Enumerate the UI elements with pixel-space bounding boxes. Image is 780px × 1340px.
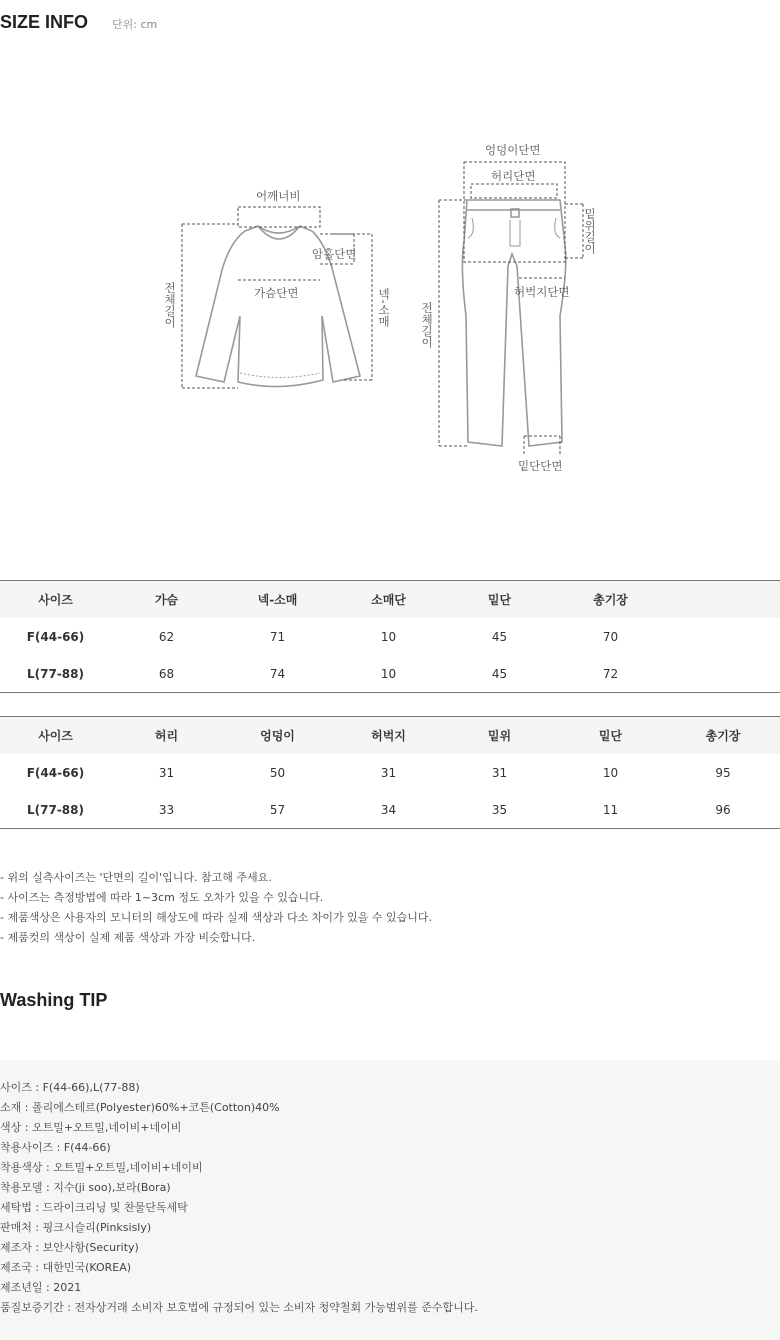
table-cell: 68 — [158, 666, 175, 681]
table-cell: 10 — [380, 629, 397, 644]
header-cell: 총기장 — [705, 729, 741, 743]
info-row: 제조국 : 대한민국(KOREA) — [0, 1261, 132, 1274]
table-cell: 50 — [269, 765, 286, 780]
header-cell: 총기장 — [593, 593, 628, 607]
pants-fly — [510, 220, 520, 246]
label-bottom-total-length: 전체길이 — [420, 302, 434, 348]
pants-outline — [462, 200, 565, 446]
table-cell: 57 — [269, 802, 286, 817]
top-hem-stitch — [240, 373, 320, 378]
label-chest: 가슴단면 — [254, 286, 299, 300]
table-cell: 45 — [491, 629, 508, 644]
header-cell — [666, 581, 780, 619]
info-row: 사이즈 : F(44-66),L(77-88) — [0, 1081, 140, 1094]
top-size-table — [0, 580, 780, 693]
product-info-list — [0, 1078, 478, 1318]
note-line: - 사이즈는 측정방법에 따라 1~3cm 정도 오차가 있을 수 있습니다. — [0, 891, 324, 904]
table-cell: 96 — [715, 802, 731, 817]
header-cell: 밑단 — [598, 729, 623, 743]
size-notes — [0, 868, 432, 948]
table-cell: 74 — [269, 666, 286, 681]
table-cell: 72 — [602, 666, 619, 681]
table-row — [0, 754, 780, 791]
label-shoulder: 어깨너비 — [256, 189, 301, 203]
header-cell: 허리 — [154, 729, 179, 743]
label-hem: 밑단단면 — [518, 459, 563, 473]
size-diagram — [0, 130, 780, 490]
table-cell: 31 — [491, 765, 508, 780]
table-cell: 71 — [269, 629, 286, 644]
info-row: 소재 : 폴리에스테르(Polyester)60%+코튼(Cotton)40% — [0, 1101, 280, 1114]
table-cell: L(77-88) — [27, 802, 84, 817]
table-row — [0, 655, 780, 693]
header-cell: 밑위 — [487, 729, 512, 743]
note-line: - 제품컷의 색상이 실제 제품 색상과 가장 비슷합니다. — [0, 931, 256, 944]
header-cell: 사이즈 — [38, 593, 73, 607]
table-cell: 45 — [491, 666, 508, 681]
label-thigh: 허벅지단면 — [514, 285, 570, 299]
label-armhole: 암홀단면 — [312, 247, 357, 261]
info-row: 색상 : 오트밀+오트밀,네이비+네이비 — [0, 1121, 182, 1134]
header-cell: 사이즈 — [38, 729, 73, 743]
table-cell: 31 — [380, 765, 397, 780]
table-cell: 70 — [602, 629, 619, 644]
header-cell: 밑단 — [487, 593, 512, 607]
info-row: 착용모델 : 지수(ji soo),보라(Bora) — [0, 1181, 171, 1194]
size-unit-label: 단위: cm — [112, 18, 158, 31]
note-line: - 제품색상은 사용자의 모니터의 해상도에 따라 실제 색상과 다소 차이가 있을 수 있습니다. — [0, 911, 432, 924]
table-cell: F(44-66) — [26, 765, 85, 780]
info-row: 품질보증기간 : 전자상거래 소비자 보호법에 규정되어 있는 소비자 청약철회 가능범위를 준수합니다. — [0, 1301, 478, 1314]
table-row — [0, 618, 780, 655]
size-info-header — [0, 12, 157, 33]
info-row: 제조년일 : 2021 — [0, 1281, 82, 1294]
info-row: 착용색상 : 오트밀+오트밀,네이비+네이비 — [0, 1161, 203, 1174]
note-line: - 위의 실측사이즈는 '단면의 길이'입니다. 참고해 주세요. — [0, 871, 272, 884]
info-row: 제조자 : 보안사항(Security) — [0, 1241, 139, 1254]
header-cell: 엉덩이 — [260, 729, 295, 743]
table-cell — [666, 618, 780, 655]
table-cell: 62 — [158, 629, 175, 644]
table-cell: 95 — [715, 765, 731, 780]
label-waist: 허리단면 — [491, 169, 536, 183]
table-cell: F(44-66) — [26, 629, 85, 644]
table-cell: 33 — [158, 802, 175, 817]
table-row — [0, 791, 780, 829]
washing-tip-title: Washing TIP — [0, 990, 108, 1010]
product-info-panel — [0, 1060, 780, 1340]
table-header-row — [0, 717, 780, 755]
table-cell — [666, 655, 780, 693]
bottom-diagram — [462, 200, 565, 446]
table-cell: 11 — [602, 802, 619, 817]
bottom-size-table — [0, 716, 780, 829]
table-header-row — [0, 581, 780, 619]
label-top-total-length: 전체길이 — [163, 282, 177, 328]
size-info-title: SIZE INFO — [0, 12, 89, 32]
label-neck-sleeve: 넥-소매 — [377, 288, 391, 327]
pants-pocket-right — [555, 218, 560, 238]
info-row: 착용사이즈 : F(44-66) — [0, 1141, 111, 1154]
label-hip: 엉덩이단면 — [485, 143, 541, 157]
header-cell: 넥-소매 — [257, 593, 298, 607]
label-rise: 밑위길이 — [583, 208, 597, 254]
table-cell: 10 — [602, 765, 619, 780]
header-cell: 가슴 — [154, 593, 179, 607]
table-cell: 35 — [491, 802, 508, 817]
table-cell: 31 — [158, 765, 175, 780]
table-cell: 34 — [380, 802, 397, 817]
info-row: 세탁법 : 드라이크리닝 및 찬물단독세탁 — [0, 1201, 188, 1214]
pants-pocket-left — [468, 218, 473, 238]
info-row: 판매처 : 핑크시슬리(Pinksisly) — [0, 1221, 152, 1234]
header-cell: 허벅지 — [371, 729, 406, 743]
header-cell: 소매단 — [371, 593, 406, 607]
table-cell: L(77-88) — [27, 666, 84, 681]
table-cell: 10 — [380, 666, 397, 681]
